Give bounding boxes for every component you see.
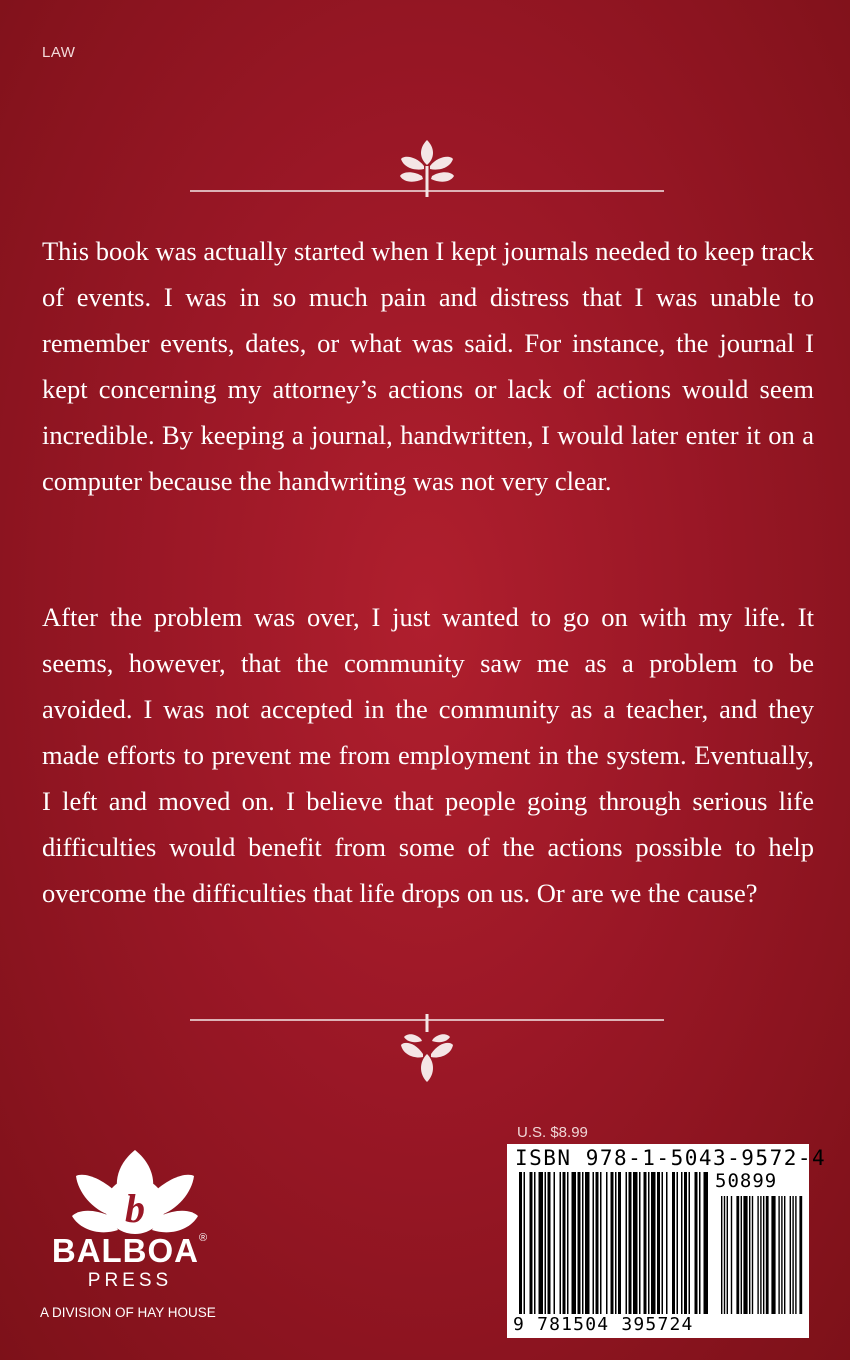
barcode-addon-bar xyxy=(752,1196,753,1314)
barcode-digits: 9 781504 395724 xyxy=(513,1314,694,1335)
barcode-bar xyxy=(548,1172,551,1314)
barcode-bar xyxy=(534,1172,536,1314)
barcode-addon-bar xyxy=(749,1196,750,1314)
barcode-bar xyxy=(563,1172,566,1314)
barcode-bar xyxy=(615,1172,617,1314)
barcode-bar xyxy=(689,1172,691,1314)
publisher-name-text: BALBOA xyxy=(51,1232,200,1269)
barcode-addon-bar xyxy=(784,1196,785,1314)
barcode-bar xyxy=(626,1172,628,1314)
category-label: LAW xyxy=(42,44,76,61)
barcode-bar xyxy=(596,1172,599,1314)
barcode-bar xyxy=(600,1172,602,1314)
barcode-bar xyxy=(611,1172,614,1314)
barcode-bar xyxy=(651,1172,656,1314)
barcode-addon-bar xyxy=(736,1196,739,1314)
barcode-bars xyxy=(511,1172,807,1314)
barcode-addon-bar xyxy=(741,1196,742,1314)
barcode-bar xyxy=(606,1172,608,1314)
barcode-addon-bar xyxy=(757,1196,758,1314)
barcode-bar xyxy=(582,1172,584,1314)
barcode-bar xyxy=(530,1172,533,1314)
publisher-name xyxy=(40,1232,220,1270)
barcode-bar xyxy=(639,1172,641,1314)
barcode-bar xyxy=(699,1172,701,1314)
barcode-addon-bar xyxy=(743,1196,747,1314)
barcode-addon-bar xyxy=(766,1196,769,1314)
barcode-addon-bar xyxy=(778,1196,779,1314)
barcode-addon-bar xyxy=(795,1196,796,1314)
publisher-sub: PRESS xyxy=(87,1270,173,1291)
barcode-addon-bar xyxy=(724,1196,725,1314)
barcode-addon-bar xyxy=(799,1196,802,1314)
barcode-bar xyxy=(629,1172,632,1314)
barcode-addon-bar xyxy=(771,1196,775,1314)
barcode-bar xyxy=(545,1172,547,1314)
barcode-bar xyxy=(524,1172,526,1314)
barcode-bar xyxy=(695,1172,698,1314)
barcode-bar xyxy=(681,1172,683,1314)
description-paragraph-2: After the problem was over, I just wanted to go on with my life. It seems, however, that the community saw me as a problem to be avoided. I was not accepted in the community as a teacher, and they made efforts to prevent me from employment in the system. Eventually, I left and moved on. I believe that people going through serious life difficulties would benefit from some of the actions possible to help overcome the difficulties that life drops on us. Or are we the cause? xyxy=(42,602,814,908)
barcode-bar xyxy=(572,1172,577,1314)
barcode-bar xyxy=(618,1172,621,1314)
barcode-bar xyxy=(684,1172,687,1314)
barcode-bar xyxy=(578,1172,581,1314)
publisher-division: A DIVISION OF HAY HOUSE xyxy=(40,1305,216,1320)
barcode-addon-bar xyxy=(790,1196,791,1314)
barcode-bar xyxy=(672,1172,675,1314)
barcode-bar xyxy=(644,1172,647,1314)
logo-letter: b xyxy=(125,1186,145,1231)
barcode-bar xyxy=(539,1172,544,1314)
barcode-addon-bar xyxy=(727,1196,728,1314)
barcode-addon-bar xyxy=(731,1196,732,1314)
barcode-bar xyxy=(666,1172,668,1314)
barcode-addon-bar xyxy=(781,1196,782,1314)
barcode-addon-bar xyxy=(792,1196,793,1314)
barcode-bar xyxy=(704,1172,709,1314)
price-label: U.S. $8.99 xyxy=(517,1124,588,1141)
leaf-sprout-icon xyxy=(190,138,664,200)
barcode-bar xyxy=(593,1172,595,1314)
barcode-bar xyxy=(567,1172,569,1314)
barcode-bar xyxy=(657,1172,660,1314)
barcode-bar xyxy=(560,1172,562,1314)
barcode-bar xyxy=(633,1172,638,1314)
barcode-bar xyxy=(648,1172,650,1314)
barcode-bar xyxy=(585,1172,590,1314)
description-paragraph-1: This book was actually started when I kept journals needed to keep track of events. I was in so much pain and distress that I was unable to remember events, dates, or what was said. For instance, the journal I kept concerning my attorney’s actions or lack of actions would seem incredible. By keeping a journal, handwritten, I would later enter it on a computer because the handwriting was not very clear. xyxy=(42,236,814,496)
isbn-label: ISBN 978-1-5043-9572-4 xyxy=(515,1146,827,1170)
barcode-bar xyxy=(662,1172,664,1314)
barcode-bar xyxy=(519,1172,522,1314)
barcode-bar xyxy=(677,1172,679,1314)
barcode xyxy=(507,1144,827,1338)
barcode-bar xyxy=(554,1172,556,1314)
barcode-addon-bar xyxy=(721,1196,722,1314)
leaf-drop-icon xyxy=(190,1012,664,1084)
price-code: 50899 xyxy=(715,1170,778,1192)
barcode-addon-bar xyxy=(763,1196,764,1314)
registered-mark: ® xyxy=(199,1232,209,1244)
barcode-addon-bar xyxy=(760,1196,761,1314)
